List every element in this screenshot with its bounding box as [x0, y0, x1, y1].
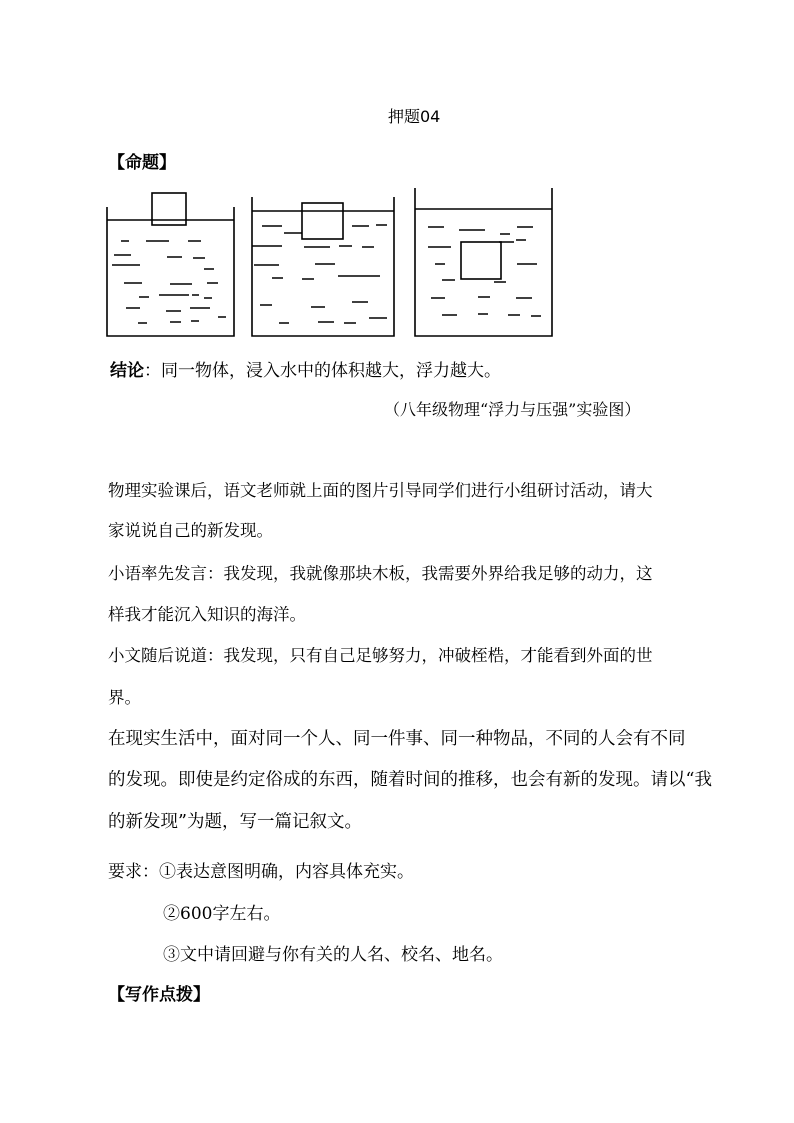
wood-block-2 — [302, 203, 343, 239]
figure-conclusion — [110, 356, 501, 381]
section-heading-proposition: 【命题】 — [108, 153, 176, 173]
conclusion-text: ：同一物体，浸入水中的体积越大，浮力越大。 — [144, 361, 501, 381]
wood-block-3 — [461, 242, 501, 279]
requirement-item: ②600字左右。 — [163, 904, 281, 924]
paragraph-line: 小语率先发言：我发现，我就像那块木板，我需要外界给我足够的动力，这 — [108, 564, 653, 583]
tank-3 — [415, 188, 552, 336]
paragraph-line: 物理实验课后，语文老师就上面的图片引导同学们进行小组研讨活动，请大 — [108, 481, 653, 500]
conclusion-label: 结论 — [110, 361, 144, 381]
paragraph-line: 的新发现”为题，写一篇记叙文。 — [108, 812, 362, 832]
requirement-item: ①表达意图明确，内容具体充实。 — [159, 862, 414, 882]
paragraph-line: 的发现。即使是约定俗成的东西，随着时间的推移，也会有新的发现。请以“我 — [108, 770, 712, 790]
tank-1 — [107, 193, 234, 336]
section-heading-writing-tips: 【写作点拨】 — [108, 985, 210, 1005]
tank-2 — [252, 197, 394, 336]
paragraph-line: 样我才能沉入知识的海洋。 — [108, 605, 306, 624]
requirements — [108, 857, 414, 882]
experiment-figure-svg — [104, 185, 560, 340]
experiment-figure — [104, 185, 560, 344]
paragraph-line: 界。 — [108, 688, 141, 707]
requirements-label: 要求： — [108, 862, 159, 882]
page-title: 押题04 — [388, 107, 441, 126]
paragraph-line: 小文随后说道：我发现，只有自己足够努力，冲破桎梏，才能看到外面的世 — [108, 646, 653, 665]
paragraph-line: 在现实生活中，面对同一个人、同一件事、同一种物品，不同的人会有不同 — [108, 729, 686, 749]
paragraph-line: 家说说自己的新发现。 — [108, 521, 273, 540]
figure-caption: （八年级物理“浮力与压强”实验图） — [384, 400, 641, 419]
requirement-item: ③文中请回避与你有关的人名、校名、地名。 — [163, 945, 503, 965]
